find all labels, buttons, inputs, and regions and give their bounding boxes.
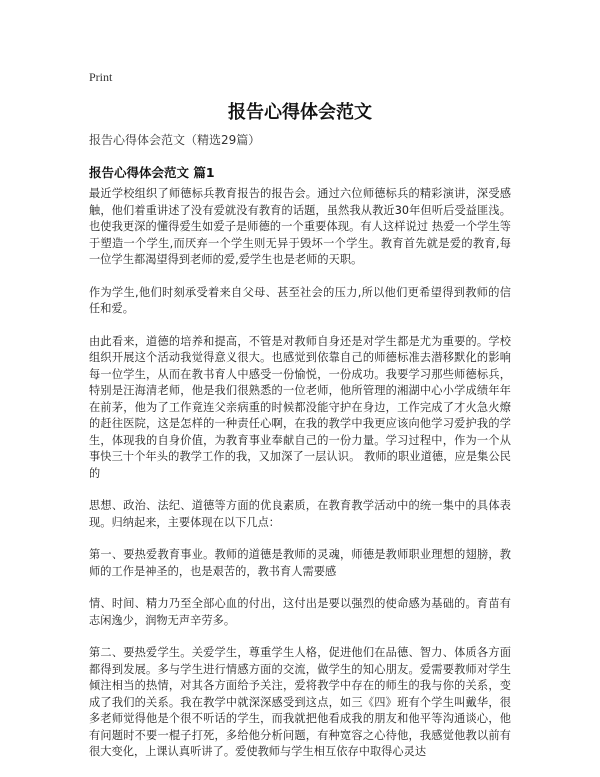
page-title: 报告心得体会范文 <box>228 102 372 123</box>
paragraph-6: 情、时间、精力乃至全部心血的付出，这付出是要以强烈的使命感为基础的。育苗有志闲逸少，润物无声辛劳多。 <box>89 597 511 627</box>
paragraph-4: 思想、政治、法纪、道德等方面的优良素质，在教育教学活动中的统一集中的具体表现。归纳起来，主要体现在以下几点： <box>89 499 511 529</box>
paragraph-5: 第一、要热爱教育事业。教师的道德是教师的灵魂，师德是教师职业理想的翅膀，教师的工作是神圣的，也是艰苦的，教书育人需要感 <box>89 548 511 578</box>
paragraph-7: 第二、要热爱学生。关爱学生，尊重学生人格，促进他们在品德、智力、体质各方面都得到发展。多与学生进行情感方面的交流，做学生的知心朋友。爱需要教师对学生倾注相当的热情，对其各方面给予关注，爱将教学中存在的师生的我与你的关系，变成了我们的关系。我在教学中就深深感受到这点，如三《四》班有个学生叫戴华，很多老师觉得他是个很不听话的学生，而我就把他看成我的朋友和他平等沟通谈心，他有问题时不要一棍子打死，多给他分析问题，有种宽容之心待他，我感觉他教以前有很大变化，上课认真听讲了。爱使教师与学生相互依存中取得心灵达 <box>89 646 511 758</box>
article-body <box>89 186 511 777</box>
subtitle: 报告心得体会范文（精选29篇） <box>89 133 261 147</box>
print-link[interactable]: Print <box>89 70 113 84</box>
section-heading: 报告心得体会范文 篇1 <box>89 165 215 180</box>
paragraph-1: 最近学校组织了师德标兵教育报告的报告会。通过六位师德标兵的精彩演讲，深受感触，他们着重讲述了没有爱就没有教育的话题，虽然我从教近30年但听后受益匪浅。也使我更深的懂得爱生如爱子是师德的一个重要体现。有人这样说过 热爱一个学生等于塑造一个学生,而厌弃一个学生则无异于毁坏一个学生。教育首先就是爱的教育,每一位学生都渴望得到老师的爱,爱学生也是老师的天职。 <box>89 187 511 266</box>
paragraph-3: 由此看来，道德的培养和提高，不管是对教师自身还是对学生都是尤为重要的。学校组织开展这个活动我觉得意义很大。也感觉到依靠自己的师德标准去潜移默化的影响每一位学生，从而在教书育人中感受一份愉悦，一份成功。我要学习那些师德标兵，特别是汪海清老师，他是我们很熟悉的一位老师，他所管理的湘湖中心小学成绩年年在前茅，他为了工作竟连父亲病重的时候都没能守护在身边，工作完成了才火急火燎的赶往医院，这是怎样的一种责任心啊，在我的教学中我更应该向他学习爱护我的学生，体现我的自身价值，为教育事业奉献自己的一份力量。学习过程中，作为一个从事快三十个年头的教学工作的我，又加深了一层认识。 教师的职业道德，应是集公民的 <box>89 334 511 480</box>
paragraph-2: 作为学生,他们时刻承受着来自父母、甚至社会的压力,所以他们更希望得到教师的信任和爱。 <box>89 285 511 315</box>
